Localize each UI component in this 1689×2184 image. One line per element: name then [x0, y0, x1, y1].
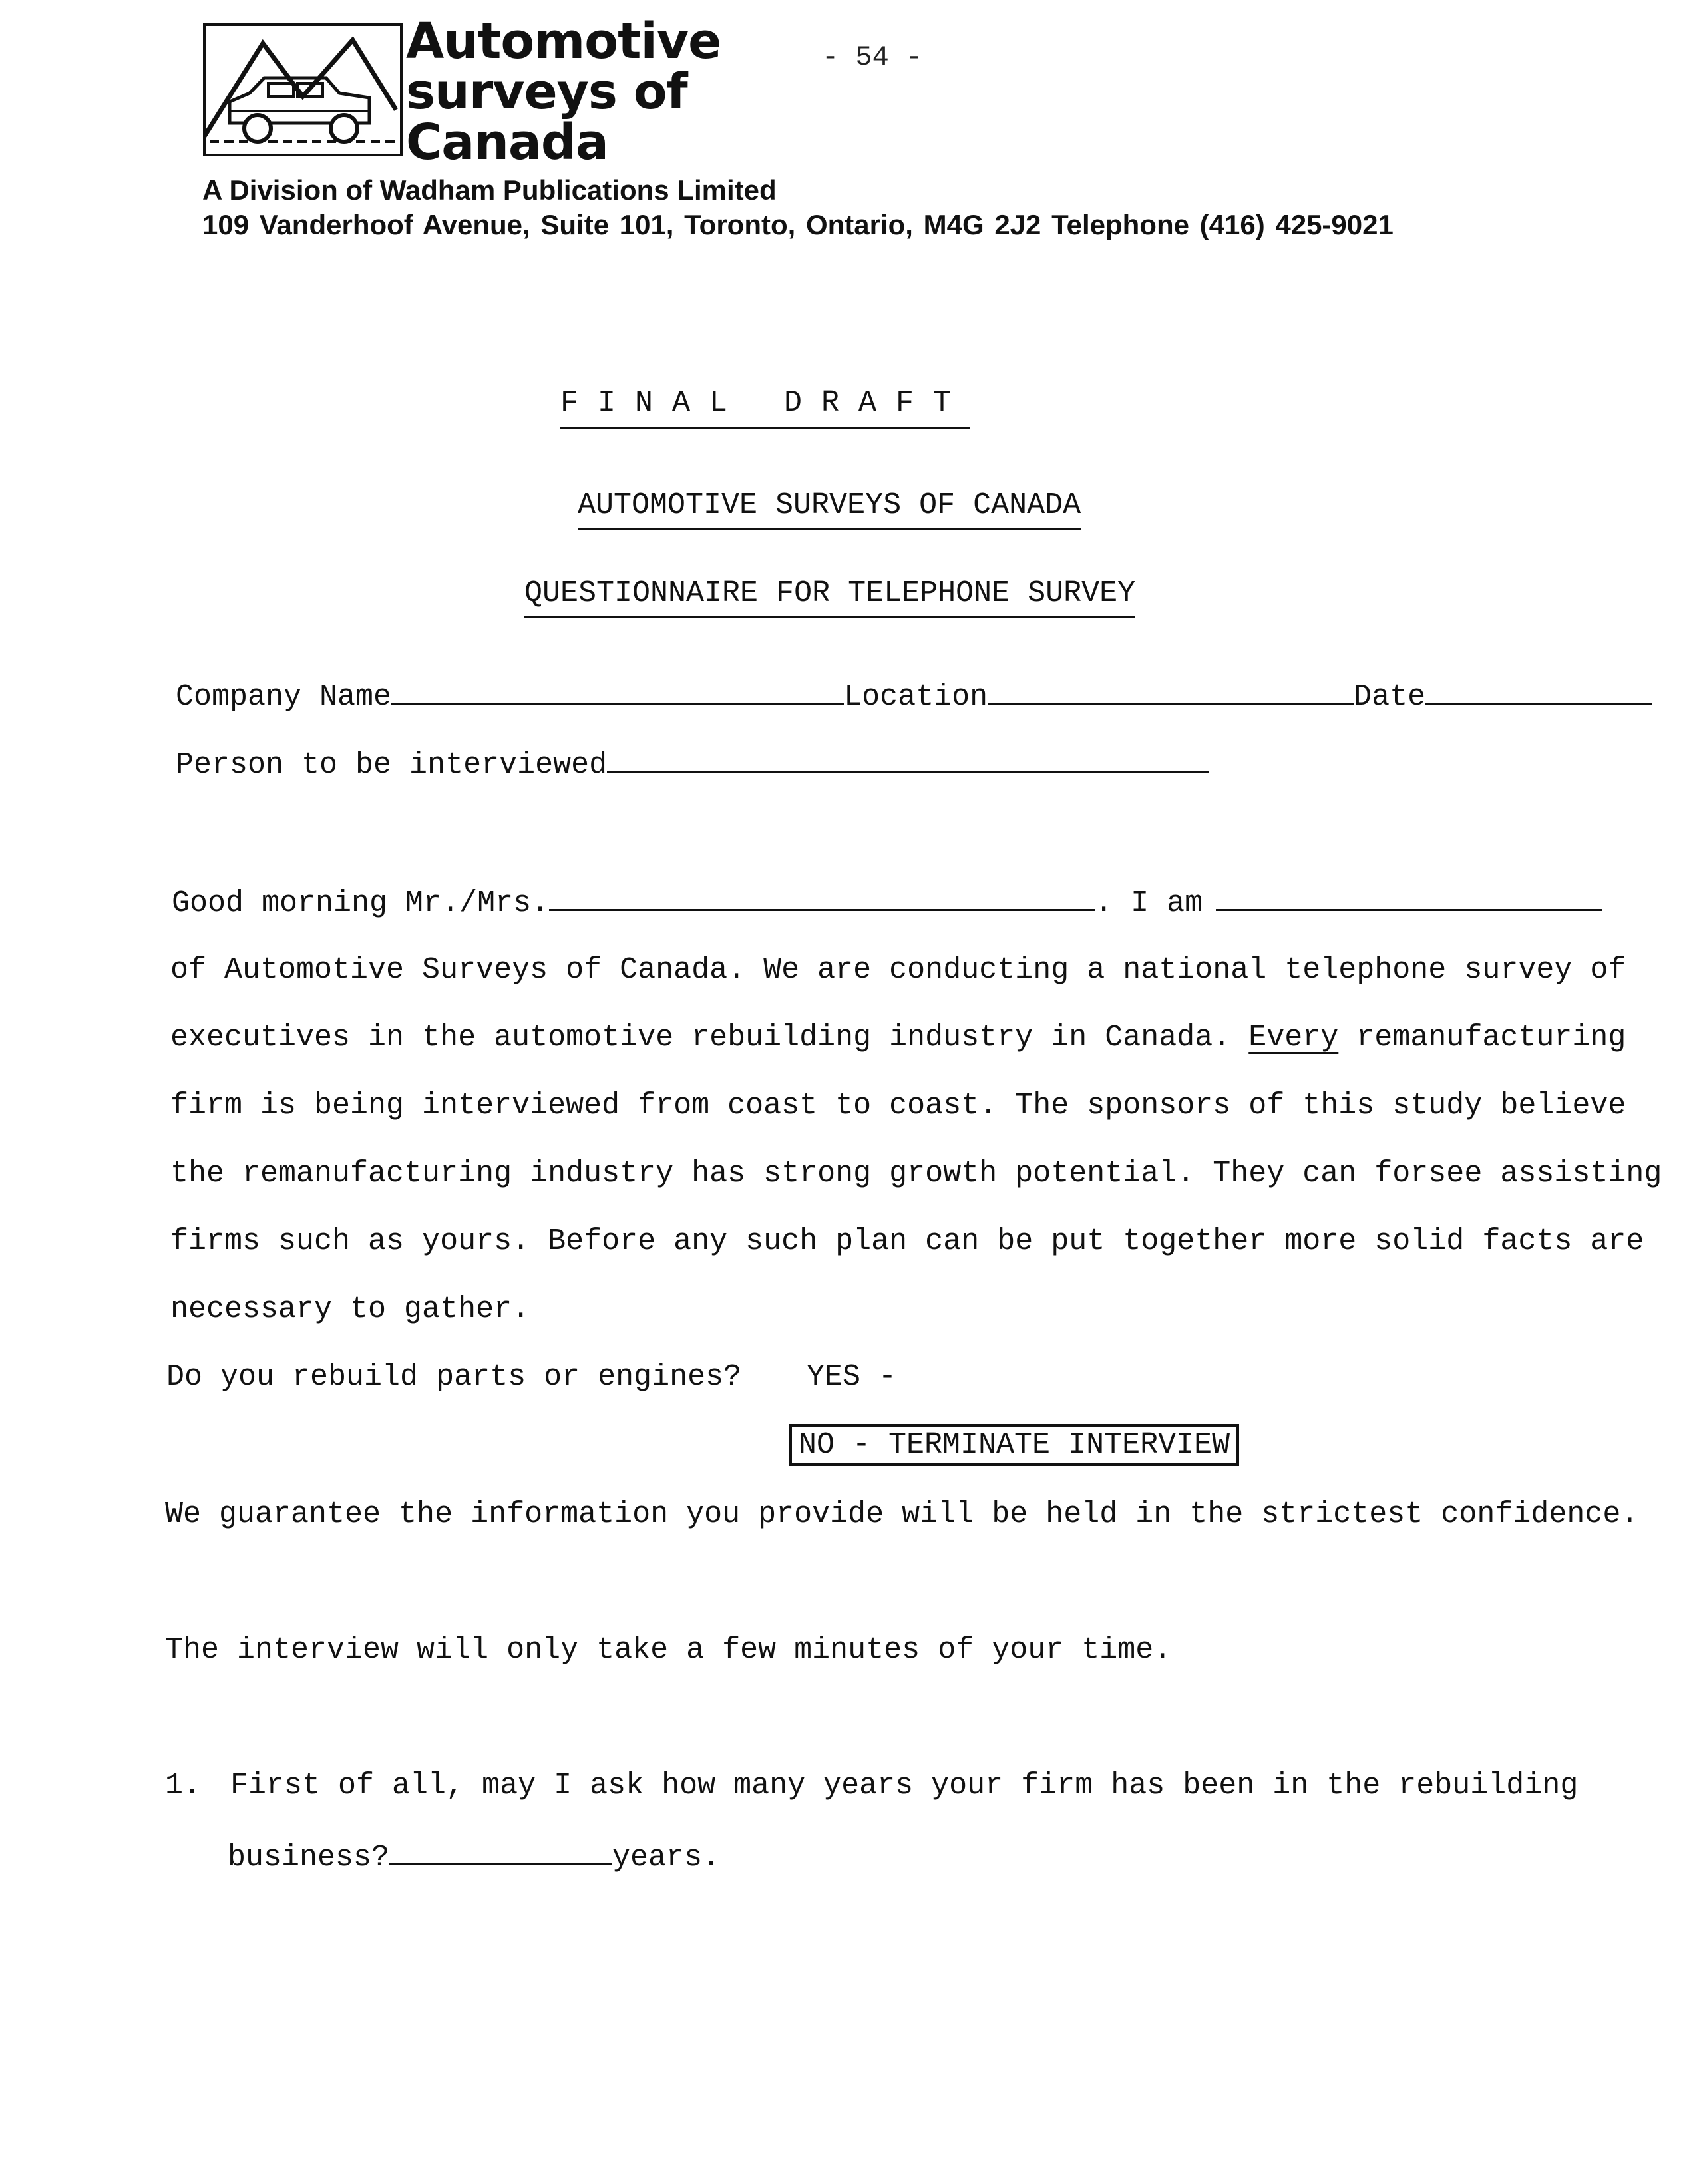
intro-line-6: necessary to gather.	[170, 1292, 530, 1326]
greeting-text: Good morning Mr./Mrs.	[172, 886, 550, 920]
interviewer-name-blank[interactable]	[1216, 882, 1602, 911]
car-mountain-logo-icon	[203, 23, 403, 156]
division-line: A Division of Wadham Publications Limited	[202, 174, 777, 206]
company-name-field	[176, 676, 1652, 714]
company-logo-wordmark	[406, 13, 721, 171]
intro-line-4: the remanufacturing industry has strong growth potential. They can forsee assisting	[170, 1157, 1662, 1190]
question-1-cont: business?	[228, 1841, 390, 1875]
question-1-answer	[228, 1837, 720, 1875]
location-blank[interactable]	[988, 676, 1354, 705]
logo-line-3: Canada	[406, 114, 608, 171]
i-am-text: . I am	[1095, 886, 1203, 920]
intro-line-3: firm is being interviewed from coast to coast. The sponsors of this study believe	[170, 1089, 1626, 1123]
person-field	[176, 744, 1209, 782]
location-label: Location	[844, 680, 988, 714]
intro-emphasis: Every	[1248, 1021, 1339, 1055]
question-1-text: First of all, may I ask how many years your firm has been in the rebuilding	[230, 1769, 1579, 1803]
screening-no[interactable]	[789, 1424, 1239, 1466]
intro-line-5: firms such as yours. Before any such plan can be put together more solid facts are	[170, 1224, 1644, 1258]
intro-line-2	[170, 1021, 1626, 1055]
logo-line-2: surveys of	[406, 63, 687, 120]
person-blank[interactable]	[607, 744, 1209, 773]
duration-statement: The interview will only take a few minutes of your time.	[165, 1633, 1172, 1667]
intro-line-1: of Automotive Surveys of Canada. We are conducting a national telephone survey of	[170, 953, 1626, 987]
question-1-number: 1.	[165, 1769, 202, 1803]
date-label: Date	[1354, 680, 1426, 714]
years-unit: years.	[612, 1841, 721, 1875]
page-number: - 54 -	[822, 41, 923, 73]
terminate-box: NO - TERMINATE INTERVIEW	[789, 1424, 1239, 1466]
company-name-blank[interactable]	[391, 676, 844, 705]
screening-yes[interactable]: YES -	[807, 1360, 897, 1394]
date-blank[interactable]	[1425, 676, 1652, 705]
form-heading: QUESTIONNAIRE FOR TELEPHONE SURVEY	[524, 576, 1135, 618]
intro-line-2-pre: executives in the automotive rebuilding industry in Canada.	[170, 1021, 1249, 1055]
person-label: Person to be interviewed	[176, 748, 608, 782]
years-blank[interactable]	[389, 1837, 612, 1865]
address-line: 109 Vanderhoof Avenue, Suite 101, Toronto, Ontario, M4G 2J2 Telephone (416) 425-9021	[202, 209, 1394, 240]
final-draft-title: FINAL DRAFT	[560, 386, 970, 429]
screening-question: Do you rebuild parts or engines?	[166, 1360, 742, 1394]
intro-line-2-post: remanufacturing	[1338, 1021, 1626, 1055]
organization-heading: AUTOMOTIVE SURVEYS OF CANADA	[578, 488, 1081, 530]
confidentiality-statement: We guarantee the information you provide will be held in the strictest confidence.	[165, 1497, 1639, 1531]
interviewee-name-blank[interactable]	[549, 882, 1095, 911]
company-name-label: Company Name	[176, 680, 392, 714]
logo-line-1: Automotive	[406, 13, 721, 70]
greeting-line	[172, 882, 1602, 920]
